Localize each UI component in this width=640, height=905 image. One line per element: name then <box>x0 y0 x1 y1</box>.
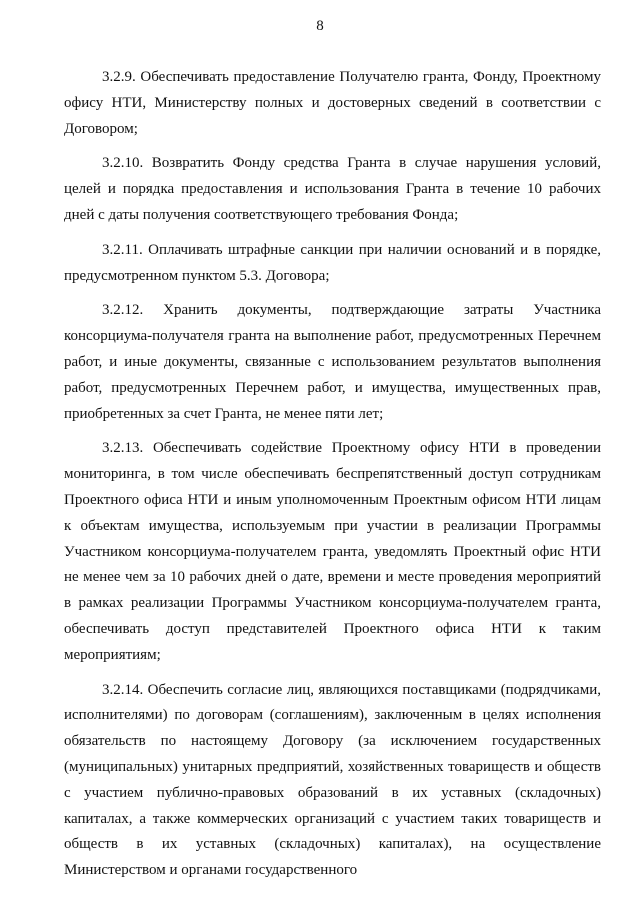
clause-3-2-11: 3.2.11. Оплачивать штрафные санкции при наличии оснований и в порядке, предусмотренном пунктом 5.3. Договора; <box>64 241 601 284</box>
clause-3-2-13: 3.2.13. Обеспечивать содействие Проектному офису НТИ в проведении мониторинга, в том числе обеспечивать беспрепятственный доступ сотрудникам Проектного офиса НТИ и иным уполномоченным Проектным офисом НТИ лицам к объектам имущества, используемым при участии в реализации Программы Участником консорциума-получателем гранта, уведомлять Проектный офис НТИ не менее чем за 10 рабочих дней о дате, времени и месте проведения мероприятий в рамках реализации Программы Участником консорциума-получателем гранта, обеспечивать доступ представителей Проектного офиса НТИ к таким мероприятиям; <box>64 440 601 663</box>
document-body <box>64 65 601 893</box>
clause-3-2-14: 3.2.14. Обеспечить согласие лиц, являющихся поставщиками (подрядчиками, исполнителями) по договорам (соглашениям), заключенным в целях исполнения обязательств по настоящему Договору (за исключением государственных (муниципальных) унитарных предприятий, хозяйственных товариществ и обществ с участием публично-правовых образований в их уставных (складочных) капиталах, а также коммерческих организаций с участием таких товариществ и обществ в их уставных (складочных) капиталах), на осуществление Министерством и органами государственного <box>64 681 601 879</box>
page-number: 8 <box>316 18 324 34</box>
clause-3-2-10: 3.2.10. Возвратить Фонду средства Гранта в случае нарушения условий, целей и порядка предоставления и использования Гранта в течение 10 рабочих дней с даты получения соответствующего требования Фонда; <box>64 155 601 223</box>
clause-3-2-9: 3.2.9. Обеспечивать предоставление Получателю гранта, Фонду, Проектному офису НТИ, Министерству полных и достоверных сведений в соответствии с Договором; <box>64 69 601 137</box>
clause-3-2-12: 3.2.12. Хранить документы, подтверждающие затраты Участника консорциума-получателя гранта на выполнение работ, предусмотренных Перечнем работ, и иные документы, связанные с использованием результатов выполнения работ, предусмотренных Перечнем работ, и имущества, имущественных прав, приобретенных за счет Гранта, не менее пяти лет; <box>64 302 601 422</box>
